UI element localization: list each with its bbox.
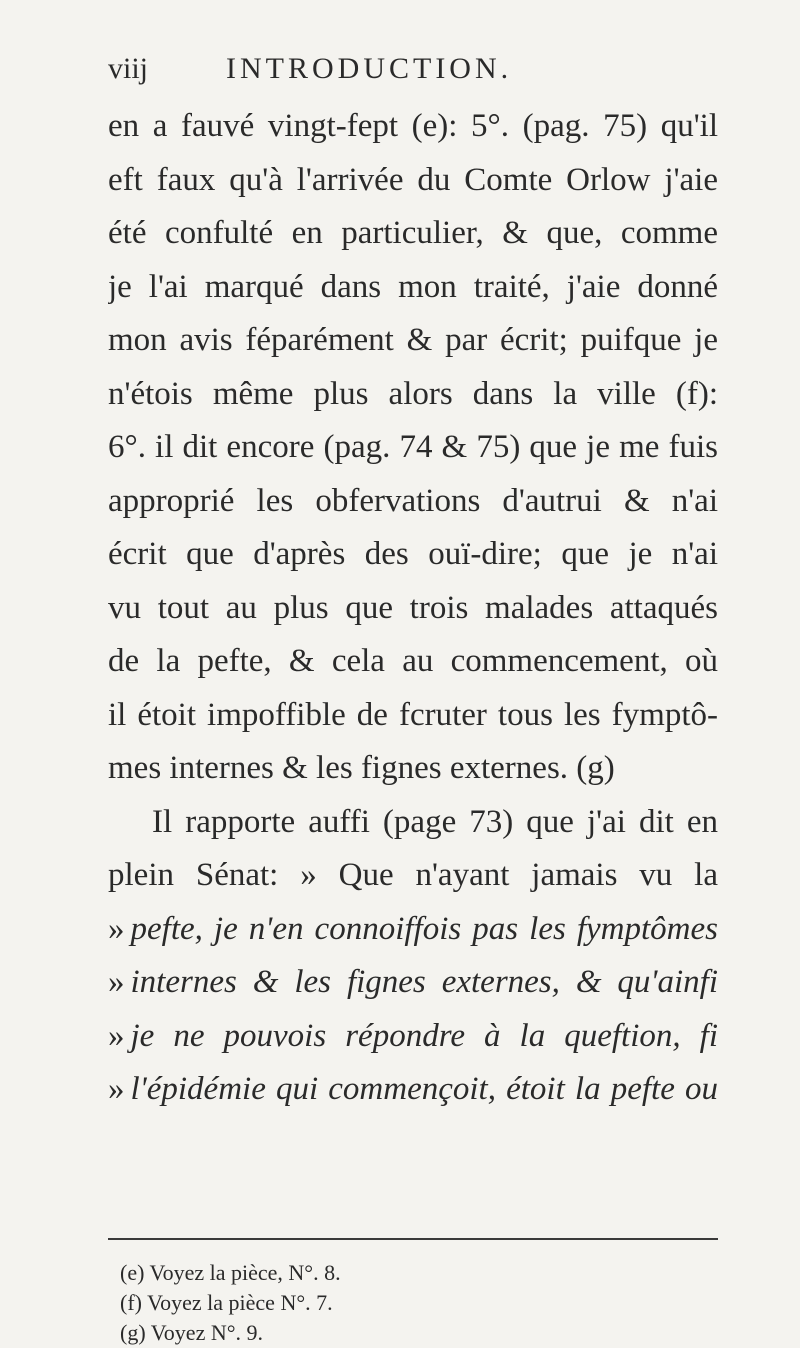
text-line: mes internes & les fignes externes. (g) [108, 750, 615, 786]
text-line: eft faux qu'à l'arrivée du Comte Orlow j'aie [108, 161, 718, 198]
text-line: écrit que d'après des ouï-dire; que je n'ai [108, 536, 718, 572]
text-line: de la pefte, & cela au commencement, où [108, 643, 718, 679]
quoted-text: je ne pouvois répondre à la queftion, fi [130, 1017, 718, 1054]
footnotes [120, 1258, 720, 1348]
text-line: 6°. il dit encore (pag. 74 & 75) que je me fuis [108, 429, 718, 465]
quote-mark: » [108, 964, 125, 1000]
page-header [108, 52, 718, 92]
footnote: (f) Voyez la pièce N°. 7. [120, 1290, 333, 1315]
text-line: n'étois même plus alors dans la ville (f): [108, 375, 718, 412]
text-line: il étoit impoffible de fcruter tous les fymptô- [108, 696, 718, 733]
quoted-text: internes & les fignes externes, & qu'ainfi [130, 964, 718, 1000]
quoted-text: l'épidémie qui commençoit, étoit la pefte ou [130, 1071, 718, 1107]
text-line: plein Sénat: » Que n'ayant jamais vu la [108, 857, 718, 893]
text-line: je l'ai marqué dans mon traité, j'aie donné [108, 268, 718, 305]
page-number: viij [108, 52, 149, 85]
quote-mark: » [108, 1071, 125, 1107]
text-line: vu tout au plus que trois malades attaqués [108, 589, 718, 626]
quoted-line [108, 1010, 718, 1064]
quoted-line [108, 903, 718, 957]
quoted-text: pefte, je n'en connoiffois pas les fymptômes [130, 910, 718, 947]
footnote: (g) Voyez N°. 9. [120, 1320, 264, 1345]
text-line: approprié les obfervations d'autrui & n'ai [108, 482, 718, 519]
body-text [108, 100, 718, 1117]
text-line: mon avis féparément & par écrit; puifque je [108, 322, 718, 358]
text-line: en a fauvé vingt-fept (e): 5°. (pag. 75) qu'il [108, 108, 718, 144]
footnote-divider [108, 1238, 718, 1240]
quoted-line [108, 1063, 718, 1117]
quote-mark: » [108, 910, 125, 947]
running-title: INTRODUCTION. [226, 52, 513, 85]
text-line: été confulté en particulier, & que, comme [108, 215, 718, 251]
quoted-line [108, 956, 718, 1010]
footnote: (e) Voyez la pièce, N°. 8. [120, 1260, 341, 1285]
quote-mark: » [108, 1017, 125, 1054]
paragraph-start-line: Il rapporte auffi (page 73) que j'ai dit en [152, 803, 718, 840]
